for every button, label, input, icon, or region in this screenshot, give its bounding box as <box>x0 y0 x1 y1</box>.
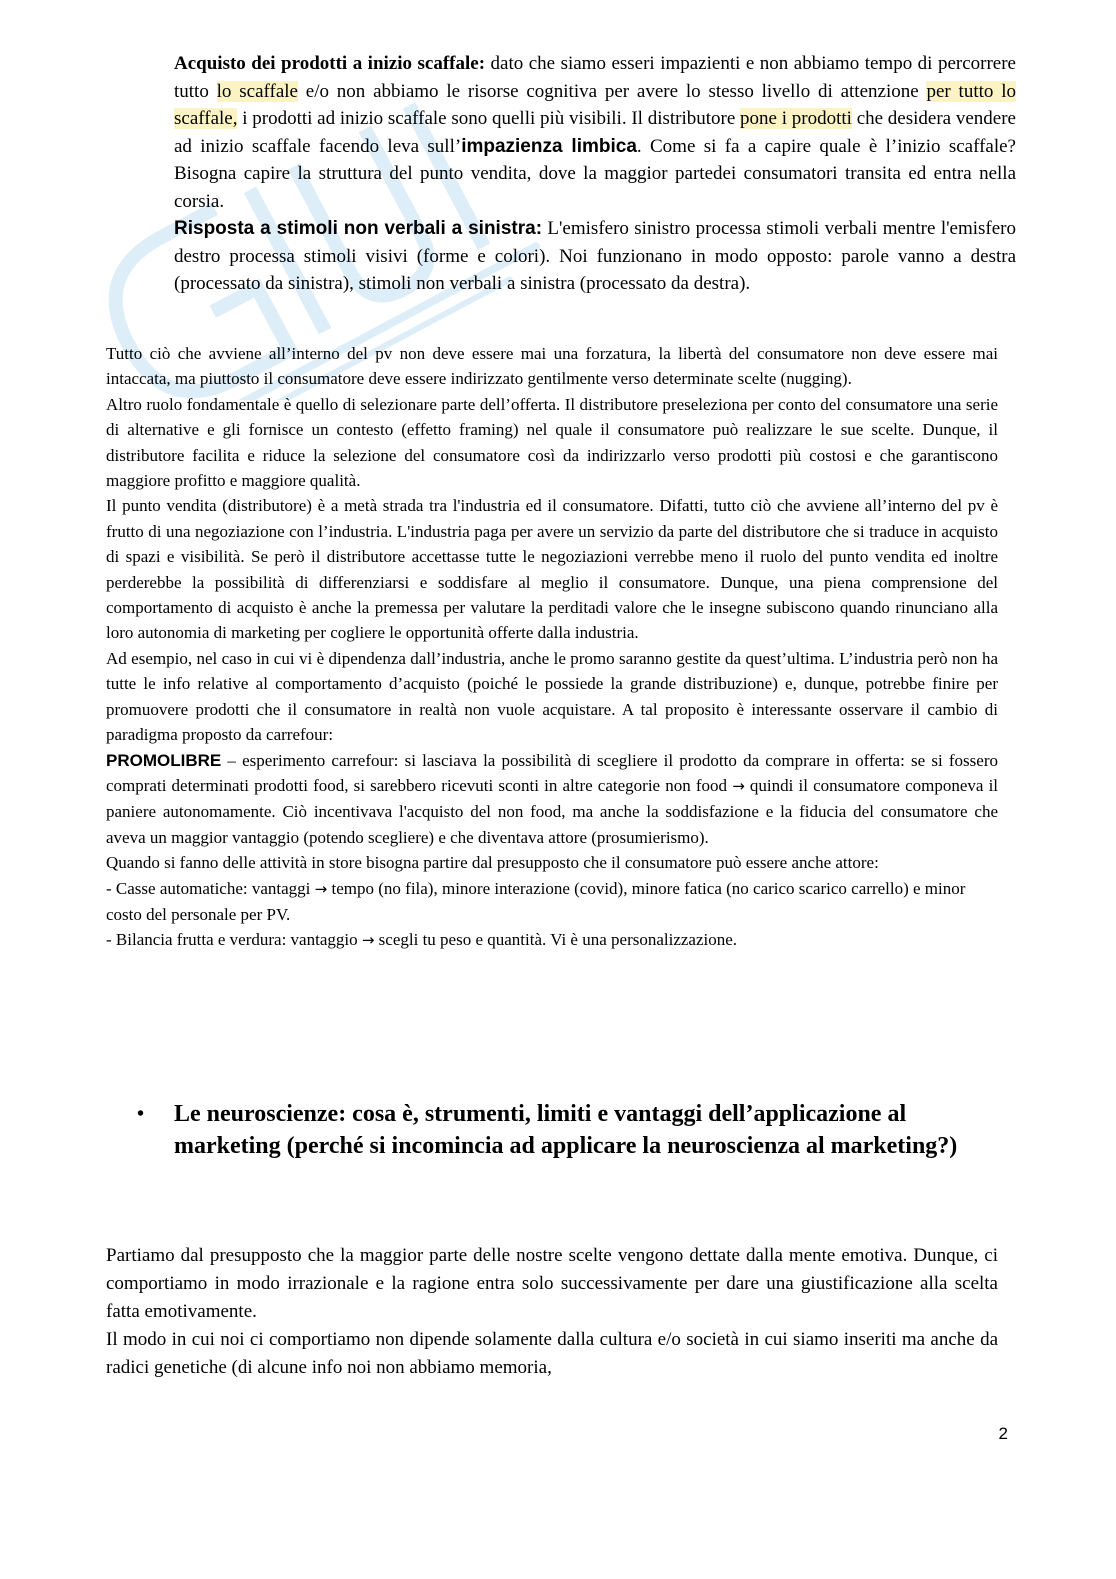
paragraph-promolibre <box>106 748 998 851</box>
list-item-bilancia-text: scegli tu peso e quantità. Vi è una personalizzazione. <box>374 930 738 950</box>
section-heading <box>137 1098 997 1162</box>
acquisto-text-2: e/o non abbiamo le risorse cognitiva per avere lo stesso livello di attenzione <box>297 80 927 102</box>
arrow-right-icon: → <box>314 879 328 898</box>
list-item-bilancia-label: - Bilancia frutta e verdura: vantaggio <box>106 930 362 950</box>
risposta-label: Risposta a stimoli non verbali a sinistra: <box>174 218 543 239</box>
acquisto-highlight-1: lo scaffale <box>216 80 298 102</box>
paragraph-acquisto <box>174 50 1016 215</box>
acquisto-text-3: i prodotti ad inizio scaffale sono quelli più visibili. Il distributore <box>237 108 741 129</box>
paragraph-mente-emotiva: Partiamo dal presupposto che la maggior parte delle nostre scelte vengono dettate dalla mente emotiva. Dunque, ci comportiamo in modo irrazionale e la ragione entra solo successivamente per dare una giustificazione alla scelta fatta emotivamente. <box>106 1245 998 1322</box>
bullet-icon: • <box>137 1103 145 1125</box>
list-item-casse <box>106 876 998 928</box>
paragraph-attore: Quando si fanno delle attività in store bisogna partire dal presupposto che il consumatore può essere anche attore: <box>106 853 879 873</box>
paragraph-punto-vendita: Il punto vendita (distributore) è a metà strada tra l'industria ed il consumatore. Difatti, tutto ciò che avviene all’interno del pv è frutto di una negoziazione con l’industria. L'industria paga per avere un servizio da parte del distributore che si traduce in acquisto di spazi e visibilità. Se però il distributore accettasse tutte le negoziazioni verrebbe meno il ruolo del punto vendita ed inoltre perderebbe la possibilità di differenziarsi e soddisfare al meglio il consumatore. Dunque, una piena comprensione del comportamento di acquisto è anche la premessa per valutare la perditadi valore che le insegne subiscono quando rinunciano alla loro autonomia di marketing per cogliere le opportunità offerte dalla industria. <box>106 496 998 643</box>
paragraph-nugging: Tutto ciò che avviene all’interno del pv non deve essere mai una forzatura, la libertà del consumatore non deve essere mai intaccata, ma piuttosto il consumatore deve essere indirizzato gentilmente verso determinate scelte (nugging). <box>106 344 998 389</box>
arrow-right-icon: → <box>361 931 375 950</box>
acquisto-highlight-2: per tutto lo scaffale, <box>174 80 1016 129</box>
promolibre-label: PROMOLIBRE <box>106 750 222 770</box>
paragraph-radici-genetiche: Il modo in cui noi ci comportiamo non dipende solamente dalla cultura e/o società in cui siamo inseriti ma anche da radici genetiche (di alcune info noi non abbiamo memoria, <box>106 1329 998 1378</box>
bottom-section <box>106 1242 998 1382</box>
paragraph-offerta: Altro ruolo fondamentale è quello di selezionare parte dell’offerta. Il distributore preseleziona per conto del consumatore una serie di alternative e gli fornisce un contesto (effetto framing) nel quale il consumatore può realizzare le sue scelte. Dunque, il distributore facilita e riduce la selezione del consumatore così da indirizzarlo verso prodotti più costosi e che garantiscono maggiore profitto e maggiore qualità. <box>106 394 998 491</box>
promolibre-text-2: quindi il consumatore componeva il paniere autonomamente. Ciò incentivava l'acquisto del non food, ma anche la soddisfazione e la fiducia del consumatore che aveva un maggior vantaggio (potendo scegliere) e che diventava attore (prosumierismo). <box>106 775 999 847</box>
acquisto-text-4: che desidera vendere ad inizio scaffale facendo leva sull’ <box>174 108 1016 157</box>
acquisto-label: Acquisto dei prodotti a inizio scaffale: <box>174 53 486 74</box>
paragraph-esempio: Ad esempio, nel caso in cui vi è dipendenza dall’industria, anche le promo saranno gestite da quest’ultima. L’industria però non ha tutte le info relative al comportamento d’acquisto (poiché le possiede la grande distribuzione) e, dunque, potrebbe finire per promuovere prodotti che il consumatore in realtà non vuole acquistare. A tal proposito è interessante osservare il cambio di paradigma proposto da carrefour: <box>106 648 998 745</box>
body-section <box>106 341 998 954</box>
acquisto-text-5: . Come si fa a capire quale è l’inizio scaffale? Bisogna capire la struttura del punto vendita, dove la maggior partedei consumatori transita ed entra nella corsia. <box>174 135 1016 212</box>
top-section <box>174 50 1016 298</box>
section-heading-text: Le neuroscienze: cosa è, strumenti, limiti e vantaggi dell’applicazione al marketing (perché si incomincia ad applicare la neuroscienza al marketing?) <box>174 1101 958 1159</box>
impazienza-limbica-term: impazienza limbica <box>461 135 637 157</box>
list-item-bilancia <box>106 927 998 953</box>
promolibre-text-1: – esperimento carrefour: si lasciava la possibilità di scegliere il prodotto da comprare in offerta: se si fossero comprati determinati prodotti food, si sarebbero ricevuti sconti in altre categorie non food <box>106 750 998 795</box>
acquisto-text-1: dato che siamo esseri impazienti e non abbiamo tempo di percorrere tutto <box>174 53 1016 102</box>
risposta-text: L'emisfero sinistro processa stimoli verbali mentre l'emisfero destro processa stimoli visivi (forme e colori). Noi funzionano in modo opposto: parole vanno a destra (processato da sinistra), stimoli non verbali a sinistra (processato da destra). <box>174 218 1016 294</box>
page-number: 2 <box>998 1424 1008 1443</box>
list-item-casse-label: - Casse automatiche: vantaggi <box>106 878 315 898</box>
acquisto-highlight-3: pone i prodotti <box>740 108 852 129</box>
paragraph-risposta <box>174 215 1016 298</box>
list-item-casse-text: tempo (no fila), minore interazione (covid), minore fatica (no carico scarico carrello) e minor costo del personale per PV. <box>106 878 966 924</box>
arrow-right-icon: → <box>732 776 745 795</box>
